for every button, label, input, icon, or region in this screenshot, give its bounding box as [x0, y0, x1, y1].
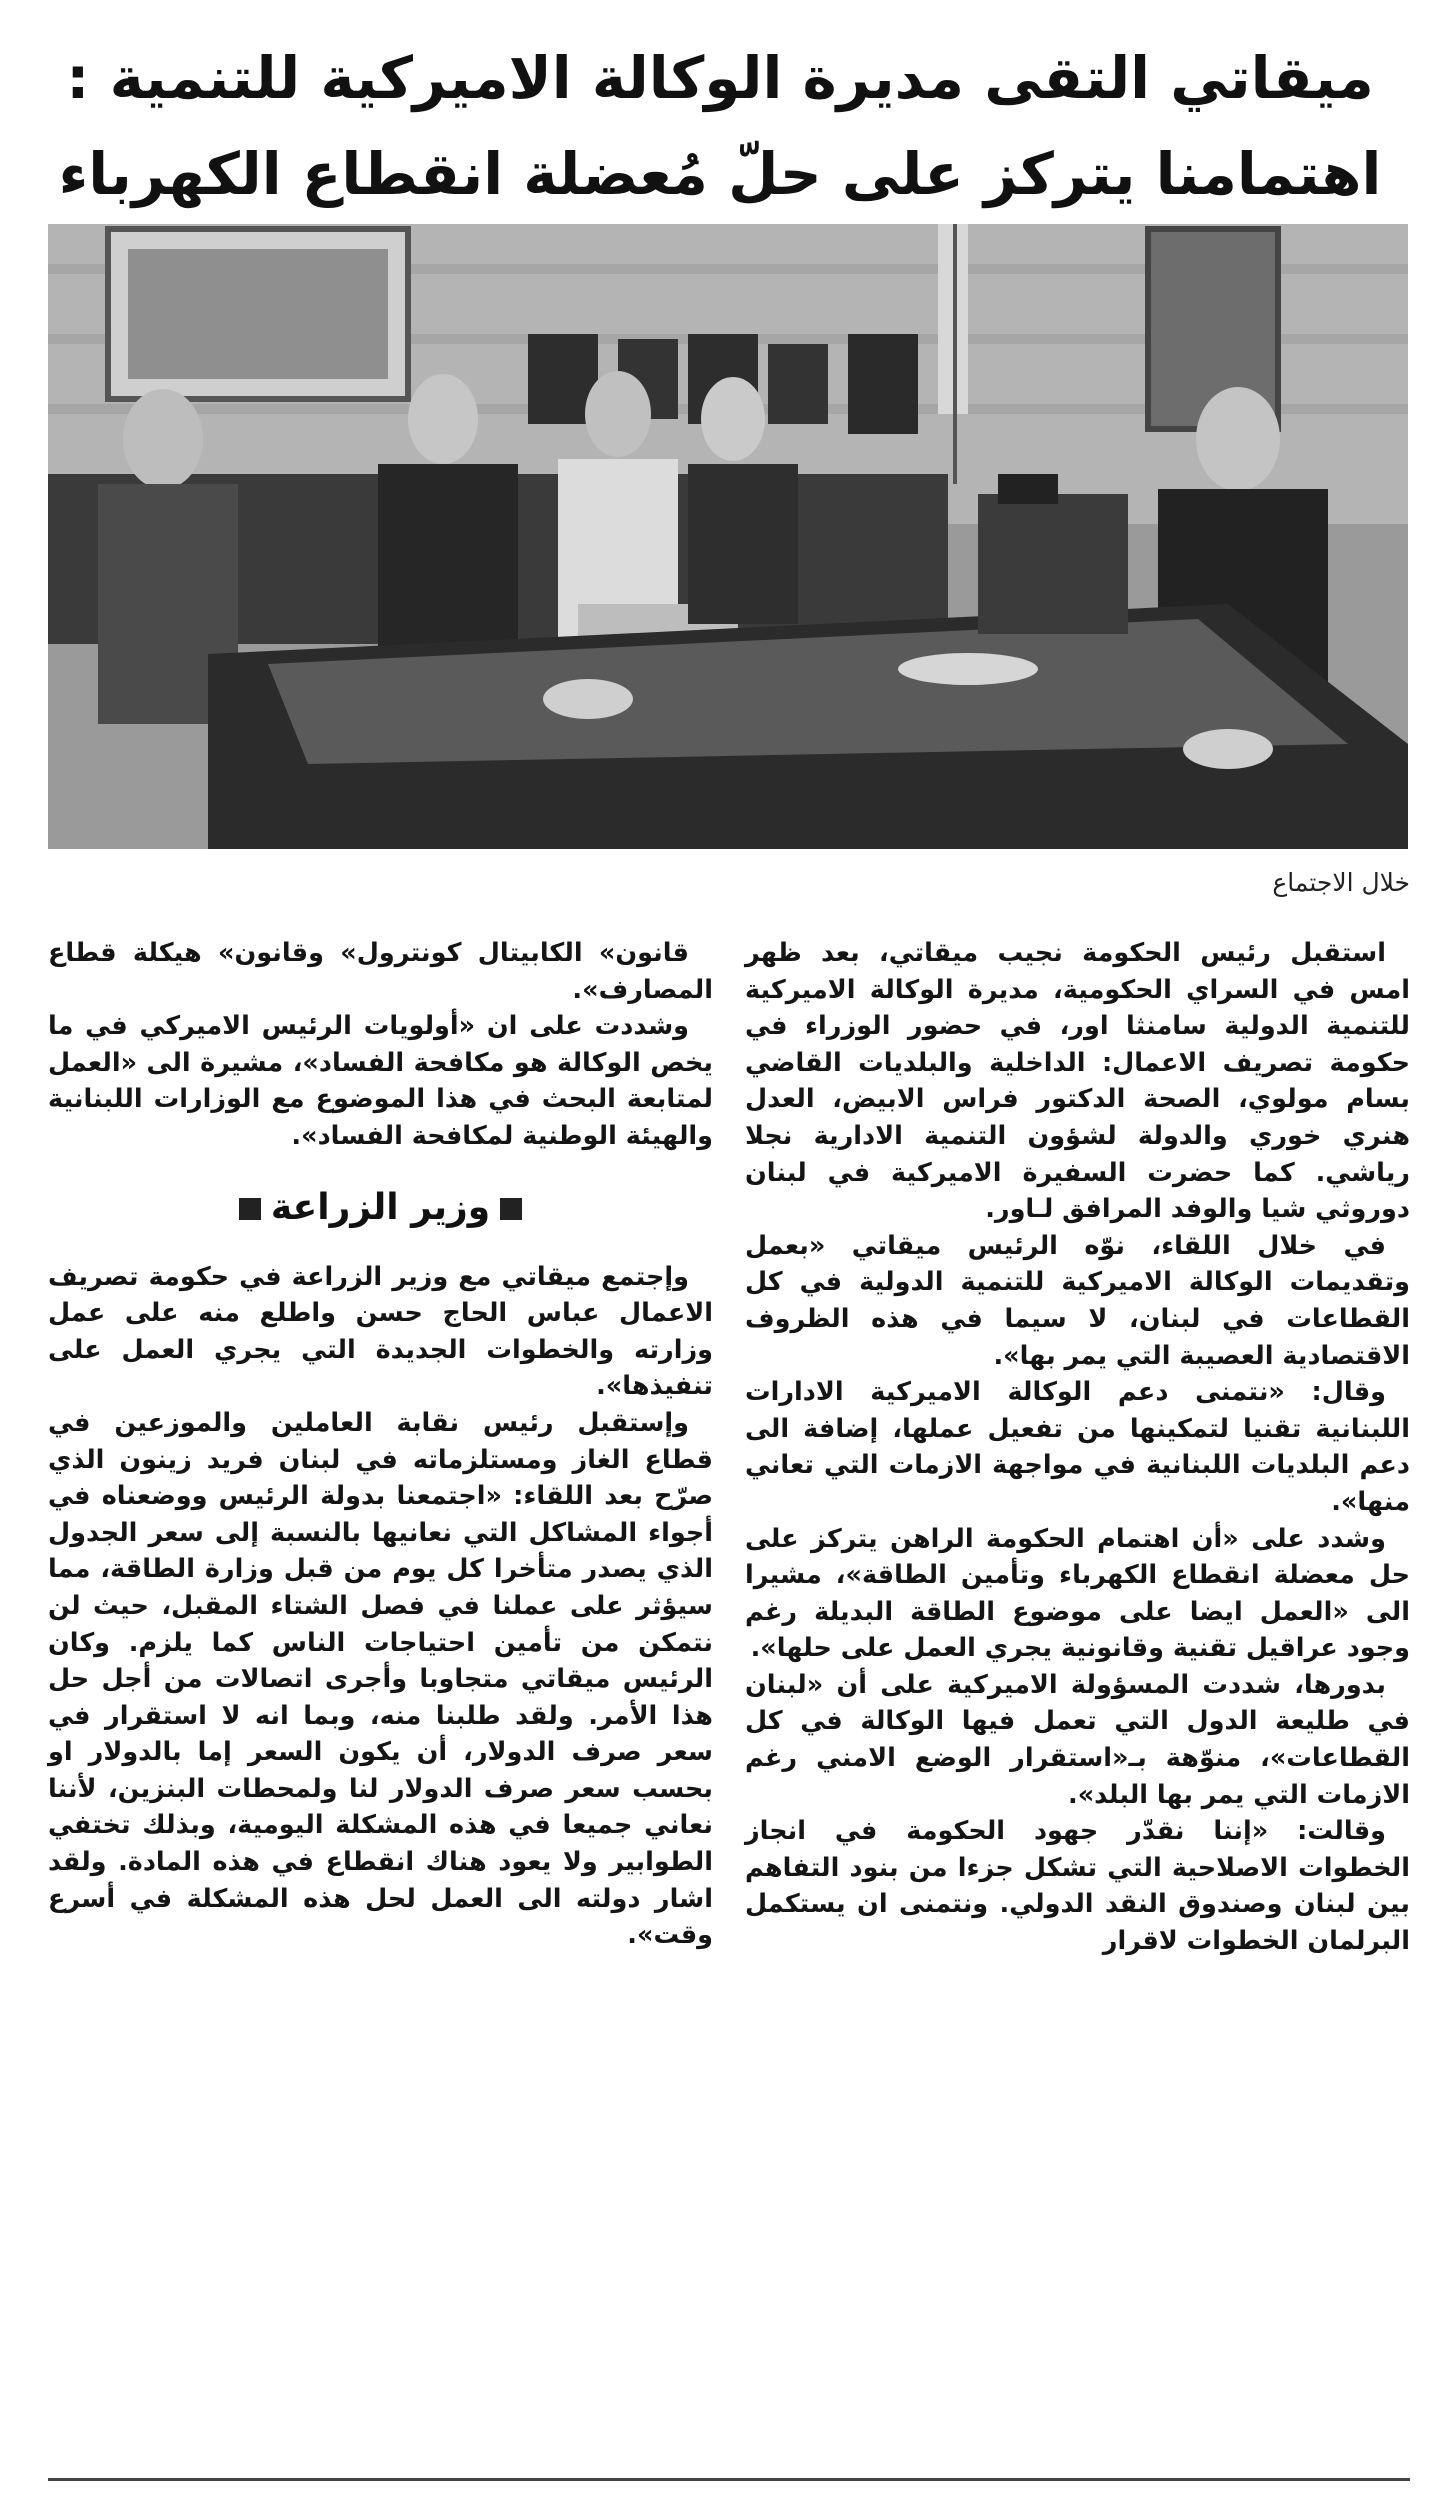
paragraph: وقالت: «إننا نقدّر جهود الحكومة في انجاز الخطوات الاصلاحية التي تشكل جزءا من بنود التفاهم بين لبنان وصندوق النقد الدولي. ونتمنى ان يستكمل البرلمان الخطوات لاقرار	[745, 1816, 1410, 1957]
headline-line-1: ميقاتي التقى مديرة الوكالة الاميركية للتنمية :	[66, 44, 1374, 112]
article-column-left	[48, 935, 713, 1954]
meeting-photo	[48, 224, 1408, 849]
headline	[40, 30, 1400, 222]
paragraph: وإستقبل رئيس نقابة العاملين والموزعين في قطاع الغاز ومستلزماته في لبنان فريد زينون الذي صرّح بعد اللقاء: «اجتمعنا بدولة الرئيس ووضعناه في أجواء المشاكل التي نعانيها بالنسبة إلى سعر الجدول الذي يصدر متأخرا كل يوم من قبل وزارة الطاقة، مما سيؤثر على عملنا في فصل الشتاء المقبل، حيث لن نتمكن من تأمين احتياجات الناس كما يلزم. وكان الرئيس ميقاتي متجاوبا وأجرى اتصالات من أجل حل هذا الأمر. ولقد طلبنا منه، وبما انه لا استقرار في سعر صرف الدولار، أن يكون السعر إما بالدولار او بحسب سعر صرف الدولار لنا ولمحطات البنزين، لأننا نعاني جميعا في هذه المشكلة اليومية، وبذلك تختفي الطوابير ولا يعود هناك انقطاع في هذه المادة. ولقد اشار دولته الى العمل لحل هذه المشكلة في أسرع وقت».	[48, 1407, 713, 1951]
photo-caption: خلال الاجتماع	[1272, 868, 1410, 897]
subheading-text: وزير الزراعة	[270, 1186, 491, 1228]
paragraph: استقبل رئيس الحكومة نجيب ميقاتي، بعد ظهر امس في السراي الحكومية، مديرة الوكالة الاميركية للتنمية الدولية سامنثا اور، في حضور الوزراء في حكومة تصريف الاعمال: الداخلية والبلديات القاضي بسام مولوي، الصحة الدكتور فراس الابيض، العدل هنري خوري والدولة لشؤون التنمية الادارية نجلا رياشي. كما حضرت السفيرة الاميركية في لبنان دوروثي شيا والوفد المرافق لـاور.	[745, 938, 1410, 1225]
square-bullet-icon	[500, 1198, 522, 1220]
paragraph: في خلال اللقاء، نوّه الرئيس ميقاتي «بعمل وتقديمات الوكالة الاميركية للتنمية الدولية في كل القطاعات في لبنان، لا سيما في هذه الظروف الاقتصادية العصيبة التي يمر بها».	[745, 1230, 1410, 1371]
subheading	[48, 1183, 713, 1233]
paragraph: وشددت على ان «أولويات الرئيس الاميركي في ما يخص الوكالة هو مكافحة الفساد»، مشيرة الى «العمل لمتابعة البحث في هذا الموضوع مع الوزارات اللبنانية والهيئة الوطنية لمكافحة الفساد».	[48, 1011, 713, 1151]
paragraph: بدورها، شددت المسؤولة الاميركية على أن «لبنان في طليعة الدول التي تعمل فيها الوكالة في كل القطاعات»، منوّهة بـ«استقرار الوضع الامني رغم الازمات التي يمر بها البلد».	[745, 1669, 1410, 1810]
paragraph: وشدد على «أن اهتمام الحكومة الراهن يتركز على حل معضلة انقطاع الكهرباء وتأمين الطاقة»، مشيرا الى «العمل ايضا على موضوع الطاقة البديلة رغم وجود عراقيل تقنية وقانونية يجري العمل على حلها».	[745, 1523, 1410, 1664]
square-bullet-icon	[239, 1198, 261, 1220]
bottom-divider	[48, 2478, 1410, 2481]
headline-line-2: اهتمامنا يتركز على حلّ مُعضلة انقطاع الكهرباء	[58, 140, 1382, 208]
paragraph: قانون» الكابيتال كونترول» وقانون» هيكلة قطاع المصارف».	[48, 938, 713, 1005]
article-column-right	[745, 935, 1410, 1960]
paragraph: وإجتمع ميقاتي مع وزير الزراعة في حكومة تصريف الاعمال عباس الحاج حسن واطلع منه على عمل وزارته والخطوات الجديدة التي يجري العمل على تنفيذها».	[48, 1261, 713, 1402]
paragraph: وقال: «نتمنى دعم الوكالة الاميركية الادارات اللبنانية تقنيا لتمكينها من تفعيل عملها، إضافة الى دعم البلديات اللبنانية في مواجهة الازمات التي تعاني منها».	[745, 1377, 1410, 1517]
